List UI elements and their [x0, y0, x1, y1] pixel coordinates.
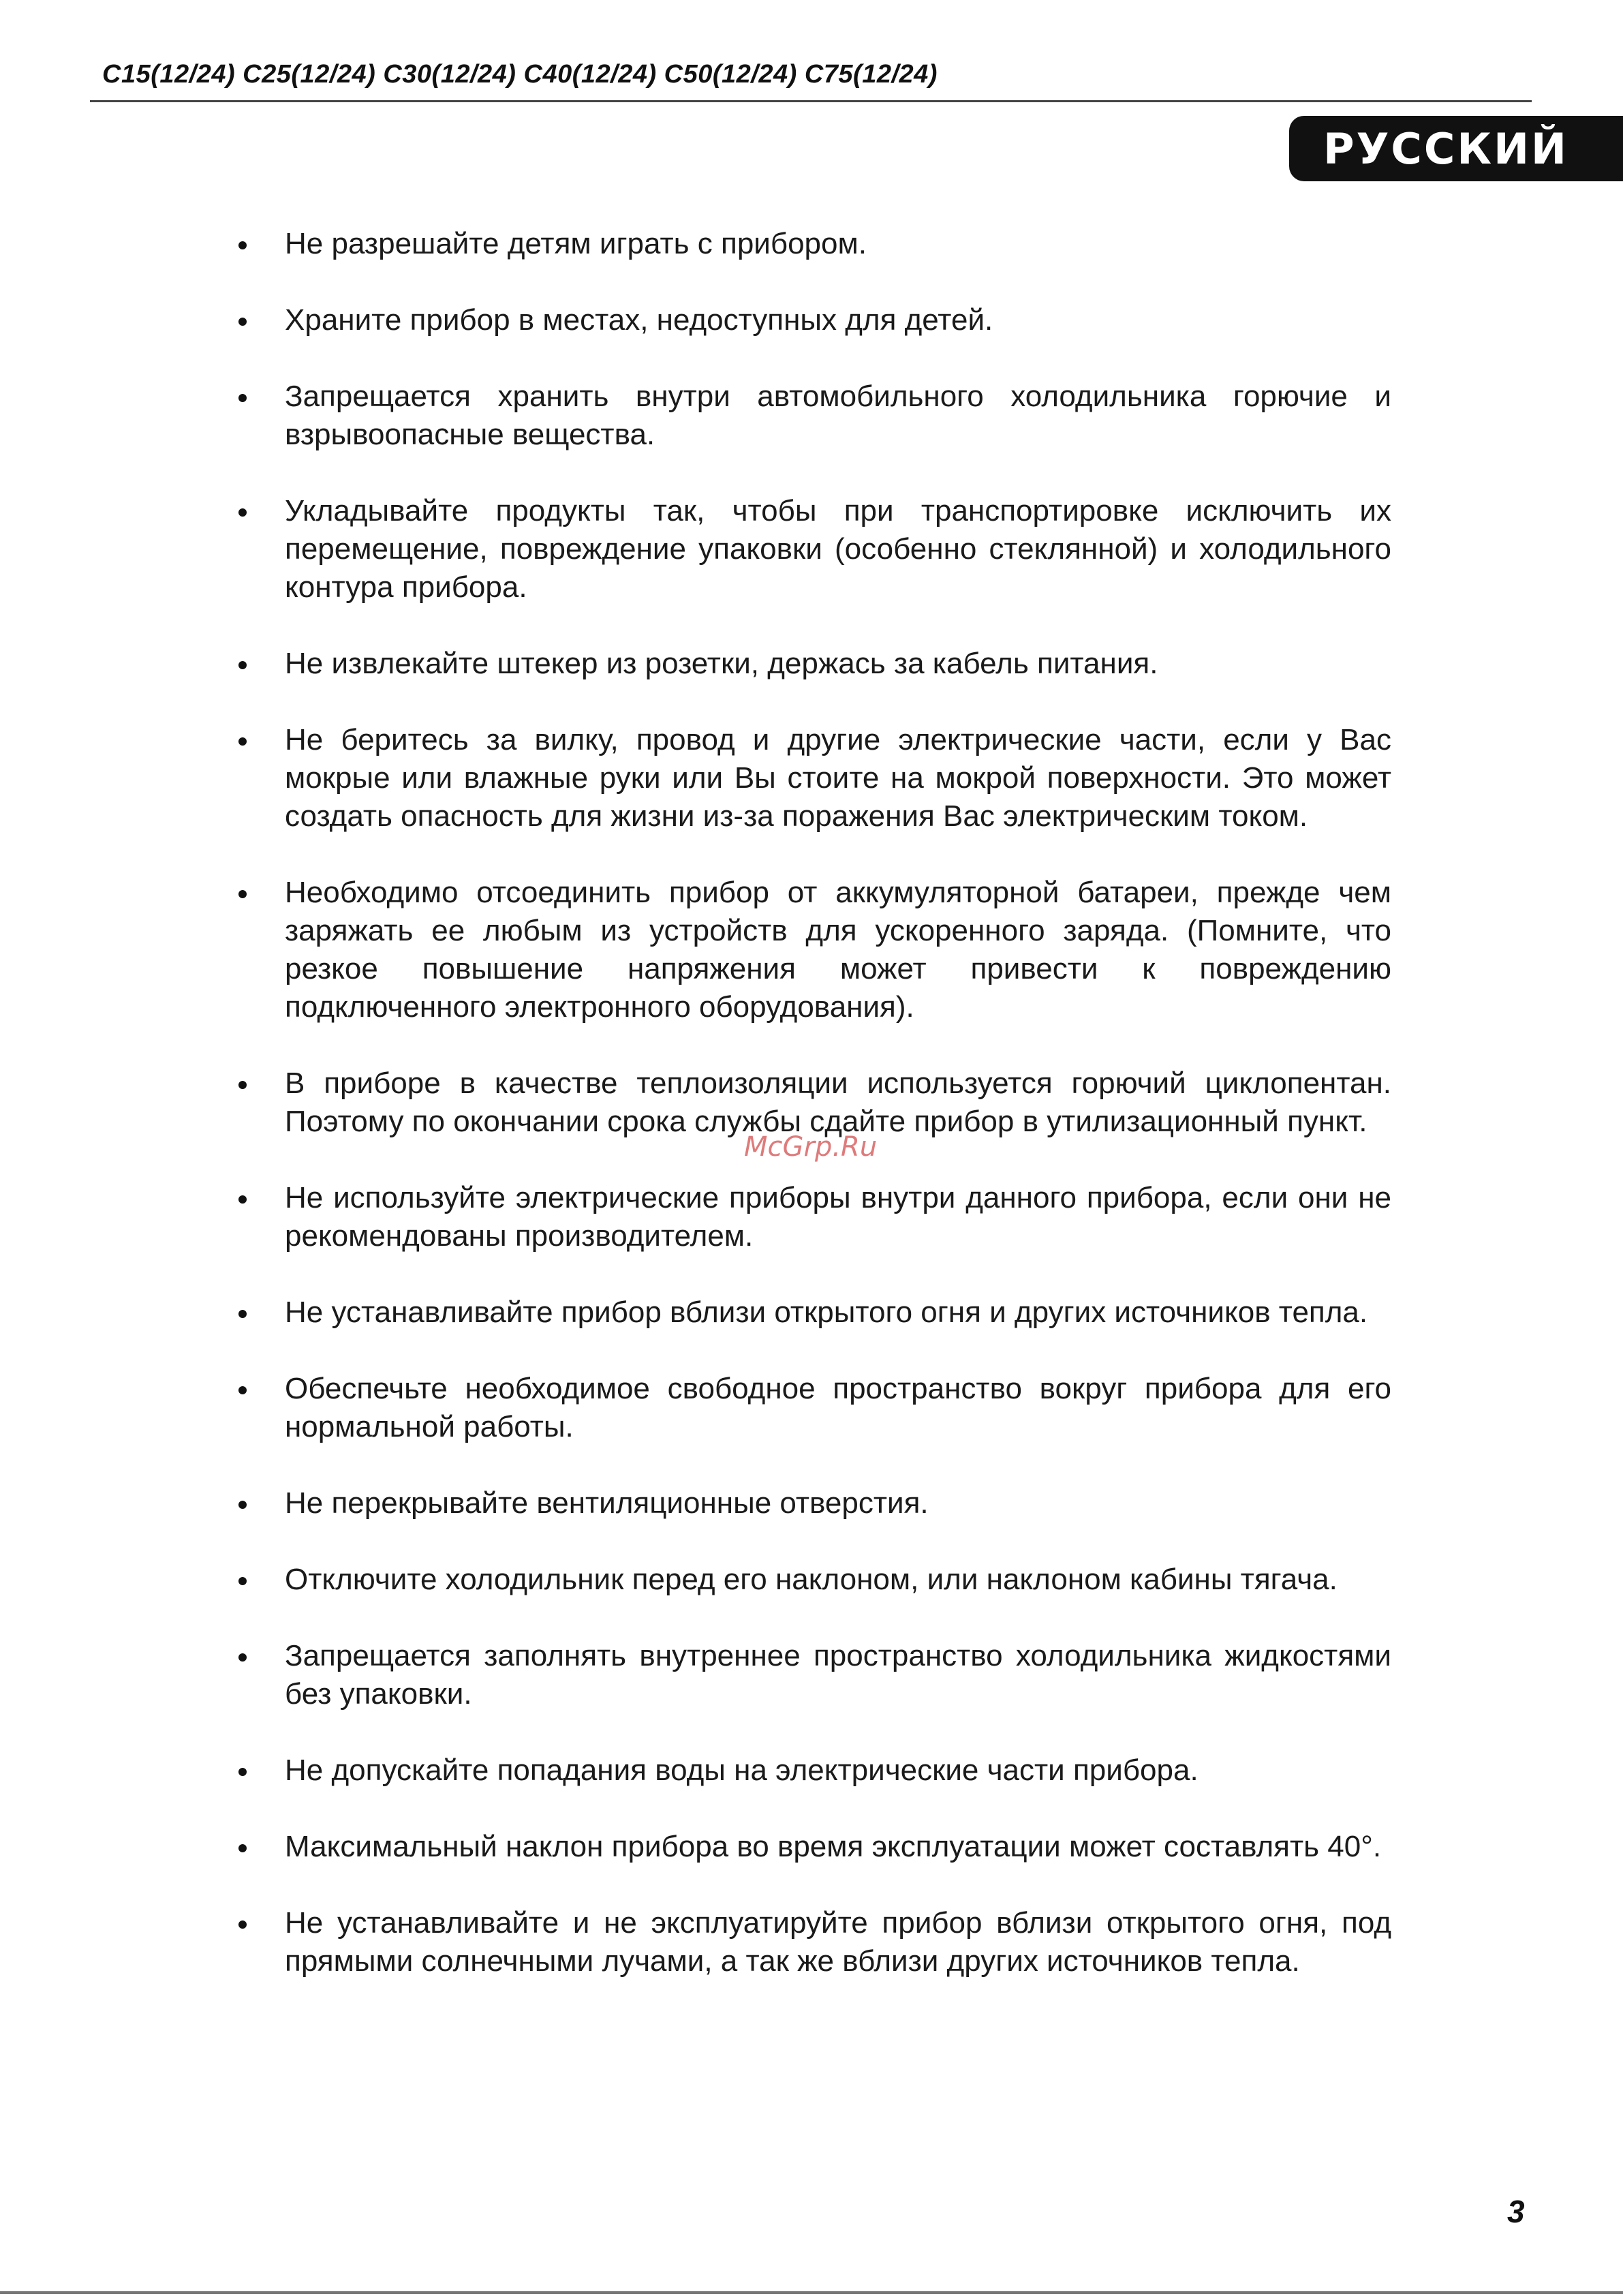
list-item	[225, 1370, 1391, 1446]
list-item	[225, 1637, 1391, 1713]
list-item	[225, 645, 1391, 683]
list-item-text: Обеспечьте необходимое свободное пространство вокруг прибора для его нормальной работы.	[285, 1372, 1391, 1443]
list-item	[225, 378, 1391, 454]
list-item-text: Не беритесь за вилку, провод и другие электрические части, если у Вас мокрые или влажные руки или Вы стоите на мокрой поверхности. Это может создать опасность для жизни из-за поражения Вас электрическим током.	[285, 723, 1391, 833]
header-models: C15(12/24) C25(12/24) C30(12/24) C40(12/24) C50(12/24) C75(12/24)	[102, 60, 938, 89]
list-item	[225, 492, 1391, 607]
list-item	[225, 1179, 1391, 1255]
list-item	[225, 225, 1391, 263]
list-item-text: Не допускайте попадания воды на электрические части прибора.	[285, 1754, 1199, 1787]
list-item	[225, 1904, 1391, 1980]
list-item-text: Храните прибор в местах, недоступных для детей.	[285, 303, 993, 337]
bullet-icon	[238, 1768, 247, 1776]
list-item-text: Укладывайте продукты так, чтобы при транспортировке исключить их перемещение, повреждение упаковки (особенно стеклянной) и холодильного контура прибора.	[285, 494, 1391, 604]
bullet-icon	[238, 1920, 247, 1929]
bullet-icon	[238, 1310, 247, 1318]
bullet-icon	[238, 1501, 247, 1509]
list-item-text: Запрещается заполнять внутреннее пространство холодильника жидкостями без упаковки.	[285, 1639, 1391, 1711]
list-item-text: Не используйте электрические приборы внутри данного прибора, если они не рекомендованы производителем.	[285, 1181, 1391, 1253]
list-item-text: Максимальный наклон прибора во время эксплуатации может составлять 40°.	[285, 1830, 1382, 1863]
list-item	[225, 874, 1391, 1026]
list-item	[225, 1294, 1391, 1332]
language-badge: РУССКИЙ	[1289, 116, 1623, 181]
list-item-text: Необходимо отсоединить прибор от аккумуляторной батареи, прежде чем заряжать ее любым из устройств для ускоренного заряда. (Помните, что резкое повышение напряжения может привести к повреждению подключенного электронного оборудования).	[285, 876, 1391, 1024]
list-item	[225, 1828, 1391, 1866]
bullet-icon	[238, 890, 247, 898]
safety-list	[225, 225, 1391, 2019]
bullet-icon	[238, 318, 247, 326]
list-item-text: Запрещается хранить внутри автомобильного холодильника горючие и взрывоопасные вещества.	[285, 380, 1391, 451]
bullet-icon	[238, 737, 247, 746]
bullet-icon	[238, 1653, 247, 1662]
bullet-icon	[238, 1844, 247, 1852]
page-number: 3	[1507, 2194, 1525, 2229]
list-item-text: Не разрешайте детям играть с прибором.	[285, 227, 867, 260]
bullet-icon	[238, 1195, 247, 1204]
list-item-text: Не извлекайте штекер из розетки, держась за кабель питания.	[285, 647, 1158, 680]
bullet-icon	[238, 241, 247, 249]
list-item	[225, 1484, 1391, 1522]
list-item-text: Отключите холодильник перед его наклоном, или наклоном кабины тягача.	[285, 1563, 1338, 1596]
bullet-icon	[238, 661, 247, 669]
list-item-text: Не устанавливайте и не эксплуатируйте прибор вблизи открытого огня, под прямыми солнечными лучами, а так же вблизи других источников тепла.	[285, 1906, 1391, 1978]
bullet-icon	[238, 508, 247, 517]
list-item-text: Не устанавливайте прибор вблизи открытого огня и других источников тепла.	[285, 1296, 1368, 1329]
bullet-icon	[238, 394, 247, 402]
list-item-text: Не перекрывайте вентиляционные отверстия.	[285, 1486, 929, 1520]
bullet-icon	[238, 1081, 247, 1089]
list-item	[225, 1751, 1391, 1790]
list-item	[225, 721, 1391, 836]
bottom-rule	[0, 2291, 1623, 2294]
header-rule	[90, 100, 1532, 102]
list-item	[225, 301, 1391, 339]
list-item	[225, 1561, 1391, 1599]
bullet-icon	[238, 1577, 247, 1585]
bullet-icon	[238, 1386, 247, 1394]
list-item-text: В приборе в качестве теплоизоляции используется горючий циклопентан. Поэтому по окончании срока службы сдайте прибор в утилизационный пункт.	[285, 1067, 1391, 1138]
watermark: McGrp.Ru	[744, 1131, 878, 1163]
list-item	[225, 1065, 1391, 1141]
